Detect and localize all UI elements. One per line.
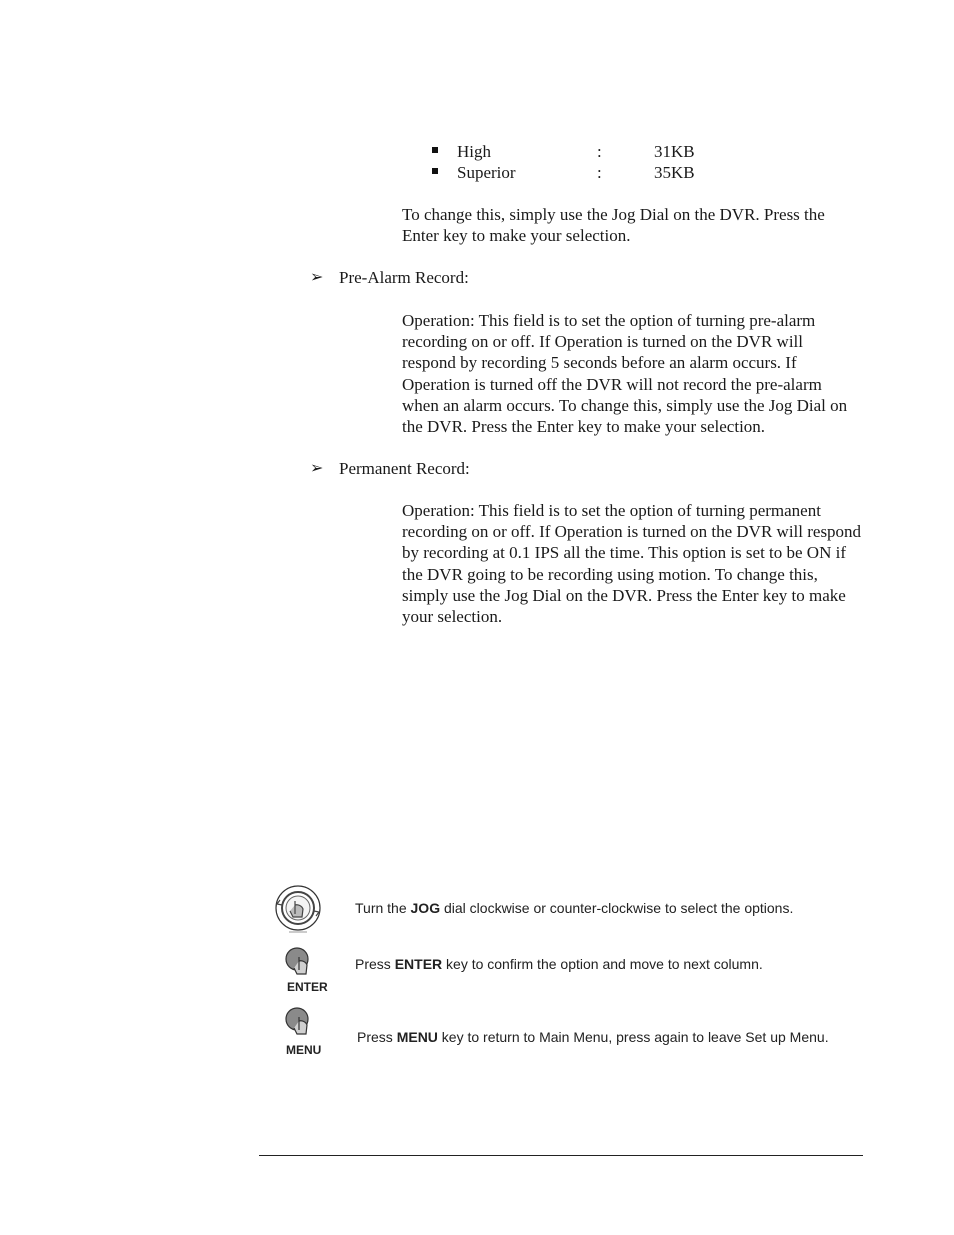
section-heading: Permanent Record: [339,459,470,478]
footer-rule [259,1155,863,1156]
quality-name: High [457,142,491,161]
menu-key-label: MENU [286,1043,322,1057]
section-body: Operation: This field is to set the option of turning pre-alarm recording on or off. If Operation is turned on the DVR will respond by recording 5 seconds before an alarm occurs. If Operation is turned off the DVR will not record the pre-alarm when an alarm occurs. To change this, simply use the Jog Dial on the DVR. Press the Enter key to make your selection. [402,311,848,437]
section-heading: Pre-Alarm Record: [339,268,469,287]
quality-value: 31KB [654,142,695,161]
section-body: Operation: This field is to set the option of turning permanent recording on or off. If Operation is turned on the DVR will respond by recording at 0.1 IPS all the time. This option is set to be ON if the DVR going to be recording using motion. To change this, simply use the Jog Dial on the DVR. Press the Enter key to make your selection. [402,501,862,627]
quality-name: Superior [457,163,516,182]
instruction-key-name: MENU [396,1029,438,1045]
arrow-bullet-icon: ➢ [310,267,324,286]
instruction-text [357,1029,829,1045]
instruction-text-after: key to return to Main Menu, press again to leave Set up Menu. [437,1029,829,1045]
instruction-text-after: key to confirm the option and move to next column. [442,956,763,972]
instruction-key-name: ENTER [394,956,443,972]
instruction-text-after: dial clockwise or counter-clockwise to select the options. [440,900,794,916]
arrow-bullet-icon: ➢ [310,458,324,477]
instruction-text [355,900,793,916]
quality-separator: : [597,142,602,161]
instruction-text-before: Turn the [355,900,411,916]
instruction-text-before: Press [355,956,395,972]
square-bullet-icon [432,168,438,174]
quality-separator: : [597,163,602,182]
enter-key-icon [284,946,318,978]
menu-key-icon [284,1006,318,1040]
instruction-text-before: Press [357,1029,397,1045]
jog-dial-icon [274,885,324,935]
instruction-key-name: JOG [410,900,441,916]
square-bullet-icon [432,147,438,153]
quality-value: 35KB [654,163,695,182]
quality-note: To change this, simply use the Jog Dial on the DVR. Press the Enter key to make your selection. [402,205,825,246]
instruction-text [355,956,763,972]
enter-key-label: ENTER [287,980,328,994]
